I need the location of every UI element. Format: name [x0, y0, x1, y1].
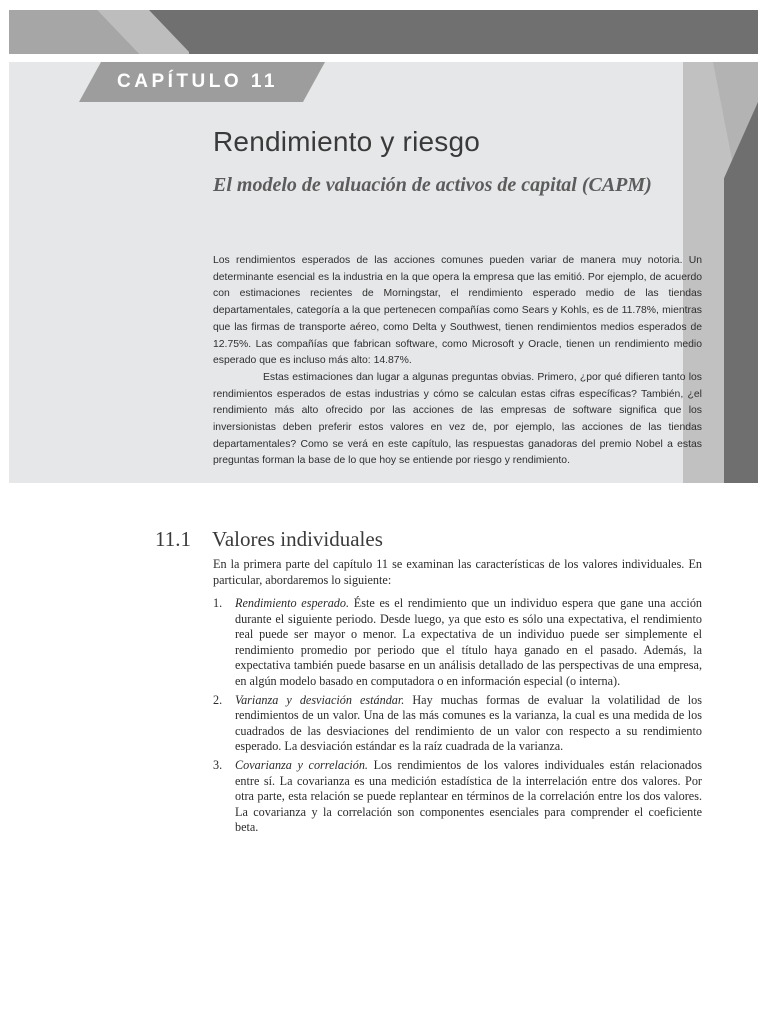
topic-list [213, 596, 702, 839]
section-heading [155, 527, 383, 552]
chapter-title: Rendimiento y riesgo [213, 126, 481, 157]
chapter-subtitle: El modelo de valuación de activos de capital (CAPM) [213, 174, 652, 196]
list-item-text: Los rendimientos de los valores individuales están relacionados entre sí. La covarianza es una medición estadística de la interrelación entre dos valores. Por otra parte, esta relación se puede replantear en términos de la correlación entre los dos valores. La covarianza y la correlación son componentes esenciales para comprender el coeficiente beta. [235, 757, 702, 835]
list-item-text: Hay muchas formas de evaluar la volatilidad de los rendimientos de un valor. Una de las más comunes es la varianza, la cual es una medida de los cuadrados de las desviaciones del rendimiento de un valor con respecto a su rendimiento esperado. La desviación estándar es la raíz cuadrada de la varianza. [235, 692, 703, 754]
intro-paragraph: Los rendimientos esperados de las acciones comunes pueden variar de manera muy notoria. Un determinante esencial es la industria en la que opera la empresa que las emitió. Por ejemplo, de acuerdo con estimaciones recientes de Morningstar, el rendimiento esperado medio de las tiendas departamentales, categoría a la que pertenecen compañías como Sears y Kohls, es de 11.78%, mientras que las firmas de transporte aéreo, como Delta y Southwest, tienen rendimientos medios esperados de 12.75%. Las compañías que fabrican software, como Microsoft y Oracle, tienen un rendimiento medio esperado que es incluso más alto: 14.87%. [213, 255, 702, 367]
list-item [213, 758, 702, 836]
section-intro: En la primera parte del capítulo 11 se examinan las características de los valores individuales. En particular, abordaremos lo siguiente: [213, 557, 702, 587]
list-item-number: 2. [213, 692, 223, 707]
top-decorative-band [9, 10, 758, 54]
section-title: Valores individuales [212, 527, 383, 551]
section-number: 11.1 [155, 527, 191, 551]
list-item-number: 3. [213, 757, 223, 772]
list-item-text: Éste es el rendimiento que un individuo espera que gane una acción durante el siguiente periodo. Desde luego, ya que esto es sólo una expectativa, el rendimiento real puede ser mayor o menor. La expectativa de un individuo puede ser simplemente el rendimiento promedio por periodo que el título haya ganado en el pasado. Además, la expectativa también puede basarse en un análisis detallado de las perspectivas de una empresa, en algún modelo basado en computadora o en información especial (o interna). [235, 596, 703, 688]
list-item-term: Rendimiento esperado. [235, 596, 350, 610]
list-item-number: 1. [213, 596, 223, 610]
list-item-term: Covarianza y correlación. [235, 757, 368, 772]
list-item-term: Varianza y desviación estándar. [235, 692, 405, 707]
chapter-label: CAPÍTULO 11 [117, 71, 278, 92]
list-item [213, 693, 702, 755]
chapter-intro [213, 253, 702, 470]
list-item [213, 596, 702, 690]
intro-paragraph: Estas estimaciones dan lugar a algunas preguntas obvias. Primero, ¿por qué difieren tanto los rendimientos esperados de estas industrias y cómo se calculan estas cifras específicas? También, ¿el rendimiento más alto ofrecido por las acciones de las empresas de software significa que los inversionistas deben preferir estos valores en vez de, por ejemplo, las acciones de las tiendas departamentales? Como se verá en este capítulo, las respuestas ganadoras del premio Nobel a estas preguntas forman la base de lo que hoy se entiende por riesgo y rendimiento. [213, 371, 702, 467]
